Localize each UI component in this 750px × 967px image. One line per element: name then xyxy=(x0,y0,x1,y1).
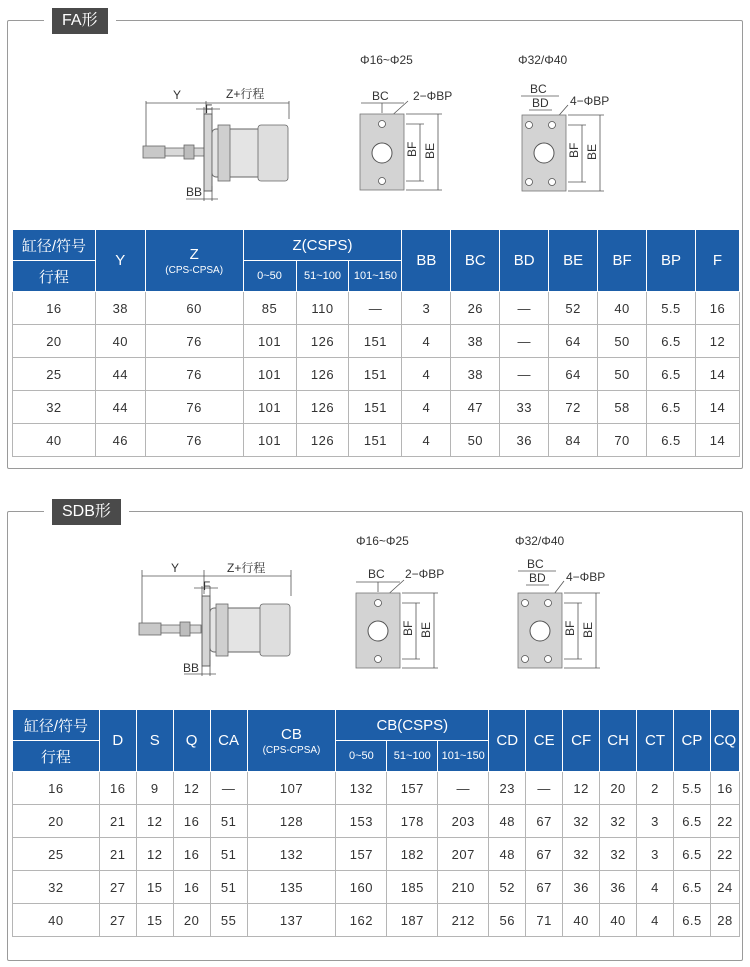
table-cell: 50 xyxy=(451,424,500,457)
sdb-th-cd: CD xyxy=(489,710,526,772)
table-cell: 40 xyxy=(563,904,600,937)
table-cell: 32 xyxy=(13,871,100,904)
table-cell: 6.5 xyxy=(674,871,711,904)
sdb-th-q: Q xyxy=(173,710,210,772)
table-cell: 50 xyxy=(598,325,647,358)
table-cell: 153 xyxy=(336,805,387,838)
fa-th-bd: BD xyxy=(500,230,549,292)
table-cell: 107 xyxy=(247,772,336,805)
table-cell: 48 xyxy=(489,838,526,871)
table-row xyxy=(13,424,740,457)
sdb-section xyxy=(7,503,743,961)
table-cell: 110 xyxy=(296,292,349,325)
sdb-th-cb-sub: (CPS-CPSA) xyxy=(262,744,321,756)
sdb-section-title: SDB形 xyxy=(52,499,121,525)
table-cell: 36 xyxy=(600,871,637,904)
fa-label-bc-small: BC xyxy=(372,89,389,103)
sdb-th-ch: CH xyxy=(600,710,637,772)
table-cell: 32 xyxy=(600,805,637,838)
table-cell: 36 xyxy=(563,871,600,904)
sdb-label-bb: BB xyxy=(183,661,200,675)
table-cell: 3 xyxy=(637,838,674,871)
fa-label-be-small: BE xyxy=(423,142,437,159)
table-cell: 47 xyxy=(451,391,500,424)
sdb-th-cbc-1: 0~50 xyxy=(336,741,387,772)
table-cell: 22 xyxy=(710,805,739,838)
sdb-th-cp: CP xyxy=(674,710,711,772)
table-cell: 6.5 xyxy=(674,805,711,838)
table-cell: 32 xyxy=(563,838,600,871)
table-cell: 126 xyxy=(296,424,349,457)
sdb-label-f: F xyxy=(203,579,211,593)
table-cell: 6.5 xyxy=(674,904,711,937)
fa-diagrams xyxy=(8,21,742,231)
sdb-label-range-large: Φ32/Φ40 xyxy=(515,534,565,548)
table-cell: 52 xyxy=(549,292,598,325)
table-cell: 38 xyxy=(95,292,145,325)
table-cell: 132 xyxy=(247,838,336,871)
fa-label-be-large: BE xyxy=(585,143,599,160)
table-cell: 14 xyxy=(695,358,739,391)
table-cell: 70 xyxy=(598,424,647,457)
table-cell: 20 xyxy=(13,325,96,358)
table-cell: 185 xyxy=(387,871,438,904)
sdb-flange-small xyxy=(356,534,444,668)
table-cell: 28 xyxy=(710,904,739,937)
fa-th-bb: BB xyxy=(402,230,451,292)
sdb-th-ct: CT xyxy=(637,710,674,772)
table-row xyxy=(13,904,740,937)
table-cell: 6.5 xyxy=(647,325,696,358)
sdb-label-bc-large: BC xyxy=(527,557,544,571)
sdb-th-ce: CE xyxy=(526,710,563,772)
table-row xyxy=(13,292,740,325)
table-cell: 6.5 xyxy=(647,358,696,391)
fa-section xyxy=(7,12,743,469)
table-cell: 12 xyxy=(173,772,210,805)
table-cell: 50 xyxy=(598,358,647,391)
sdb-label-bc-small: BC xyxy=(368,567,385,581)
table-cell: 36 xyxy=(500,424,549,457)
fa-th-bf: BF xyxy=(598,230,647,292)
sdb-th-ca: CA xyxy=(210,710,247,772)
table-cell: 26 xyxy=(451,292,500,325)
table-cell: 51 xyxy=(210,838,247,871)
table-cell: 160 xyxy=(336,871,387,904)
table-cell: 4 xyxy=(402,325,451,358)
table-cell: 3 xyxy=(637,805,674,838)
sdb-th-cb xyxy=(247,710,336,772)
fa-label-bp-large: 4−ΦBP xyxy=(570,94,610,108)
sdb-table-body xyxy=(13,772,740,937)
table-cell: 126 xyxy=(296,325,349,358)
sdb-th-cbc: CB(CSPS) xyxy=(336,710,489,741)
table-cell: 4 xyxy=(402,391,451,424)
table-cell: 101 xyxy=(243,325,296,358)
fa-label-bp-small: 2−ΦBP xyxy=(413,89,453,103)
fa-label-bc-large: BC xyxy=(530,82,547,96)
sdb-spec-table xyxy=(12,709,740,937)
table-cell: 76 xyxy=(145,358,243,391)
table-cell: 58 xyxy=(598,391,647,424)
table-cell: 12 xyxy=(136,805,173,838)
fa-label-bd-large: BD xyxy=(532,96,549,110)
table-cell: 84 xyxy=(549,424,598,457)
fa-th-y: Y xyxy=(95,230,145,292)
fa-label-f: F xyxy=(205,102,213,116)
table-cell: 137 xyxy=(247,904,336,937)
fa-th-stroke: 行程 xyxy=(13,261,96,292)
table-cell: 151 xyxy=(349,358,402,391)
table-cell: 64 xyxy=(549,358,598,391)
table-cell: 151 xyxy=(349,424,402,457)
sdb-diagram-svg xyxy=(8,512,742,712)
sdb-th-s: S xyxy=(136,710,173,772)
table-cell: 27 xyxy=(99,871,136,904)
sdb-flange-large xyxy=(515,534,605,668)
table-cell: 72 xyxy=(549,391,598,424)
fa-label-z-stroke: Z+行程 xyxy=(226,87,265,101)
table-cell: 210 xyxy=(438,871,489,904)
table-cell: 6.5 xyxy=(647,424,696,457)
table-cell: 44 xyxy=(95,358,145,391)
table-cell: 33 xyxy=(500,391,549,424)
table-cell: 14 xyxy=(695,391,739,424)
table-cell: 16 xyxy=(99,772,136,805)
fa-th-bc: BC xyxy=(451,230,500,292)
sdb-diagrams xyxy=(8,512,742,722)
table-cell: — xyxy=(526,772,563,805)
sdb-th-d: D xyxy=(99,710,136,772)
sdb-th-bore: 缸径/符号 xyxy=(13,710,100,741)
table-cell: 46 xyxy=(95,424,145,457)
fa-th-zc: Z(CSPS) xyxy=(243,230,402,261)
table-cell: — xyxy=(500,325,549,358)
table-row xyxy=(13,358,740,391)
table-cell: 25 xyxy=(13,838,100,871)
table-cell: 76 xyxy=(145,424,243,457)
fa-th-be: BE xyxy=(549,230,598,292)
sdb-label-range-small: Φ16~Φ25 xyxy=(356,534,409,548)
table-row xyxy=(13,772,740,805)
fa-diagram-svg xyxy=(8,21,742,231)
table-cell: 64 xyxy=(549,325,598,358)
table-cell: 12 xyxy=(695,325,739,358)
table-cell: 52 xyxy=(489,871,526,904)
table-cell: 16 xyxy=(173,838,210,871)
fa-table-body xyxy=(13,292,740,457)
table-cell: 151 xyxy=(349,391,402,424)
table-row xyxy=(13,391,740,424)
table-cell: 20 xyxy=(13,805,100,838)
sdb-th-stroke: 行程 xyxy=(13,741,100,772)
table-cell: 21 xyxy=(99,838,136,871)
fa-th-bp: BP xyxy=(647,230,696,292)
table-cell: 157 xyxy=(336,838,387,871)
table-cell: 16 xyxy=(173,805,210,838)
table-cell: 12 xyxy=(136,838,173,871)
table-cell: 101 xyxy=(243,391,296,424)
table-cell: 56 xyxy=(489,904,526,937)
table-cell: 16 xyxy=(710,772,739,805)
table-cell: 5.5 xyxy=(674,772,711,805)
table-cell: 207 xyxy=(438,838,489,871)
table-cell: 38 xyxy=(451,325,500,358)
table-row xyxy=(13,838,740,871)
fa-flange-small xyxy=(360,53,452,190)
table-cell: 71 xyxy=(526,904,563,937)
fa-th-f: F xyxy=(695,230,739,292)
sdb-th-cb-label: CB xyxy=(281,725,302,743)
fa-th-zc-1: 0~50 xyxy=(243,261,296,292)
table-cell: 55 xyxy=(210,904,247,937)
fa-th-z-sub: (CPS-CPSA) xyxy=(165,264,224,276)
table-cell: 32 xyxy=(600,838,637,871)
sdb-th-cbc-3: 101~150 xyxy=(438,741,489,772)
table-cell: 32 xyxy=(13,391,96,424)
fa-label-range-large: Φ32/Φ40 xyxy=(518,53,568,67)
sdb-label-bf-small: BF xyxy=(401,620,415,636)
table-row xyxy=(13,805,740,838)
fa-label-bf-large: BF xyxy=(567,142,581,158)
table-cell: 12 xyxy=(563,772,600,805)
table-cell: 40 xyxy=(95,325,145,358)
table-cell: 4 xyxy=(402,358,451,391)
table-cell: 16 xyxy=(13,292,96,325)
sdb-label-z-stroke: Z+行程 xyxy=(227,561,266,575)
fa-label-range-small: Φ16~Φ25 xyxy=(360,53,413,67)
sdb-label-bf-large: BF xyxy=(563,620,577,636)
fa-label-bb: BB xyxy=(186,185,203,199)
table-cell: 22 xyxy=(710,838,739,871)
table-cell: 76 xyxy=(145,391,243,424)
fa-th-z-label: Z xyxy=(189,245,199,263)
table-row xyxy=(13,325,740,358)
sdb-cylinder-side-view xyxy=(139,561,291,676)
table-cell: 40 xyxy=(600,904,637,937)
table-cell: 51 xyxy=(210,805,247,838)
table-cell: 15 xyxy=(136,871,173,904)
table-cell: 16 xyxy=(13,772,100,805)
table-cell: 4 xyxy=(637,871,674,904)
table-cell: 6.5 xyxy=(647,391,696,424)
sdb-label-be-large: BE xyxy=(581,621,595,638)
table-cell: — xyxy=(500,292,549,325)
table-cell: 126 xyxy=(296,391,349,424)
table-cell: 5.5 xyxy=(647,292,696,325)
table-cell: 67 xyxy=(526,838,563,871)
table-cell: 182 xyxy=(387,838,438,871)
table-cell: 2 xyxy=(637,772,674,805)
table-cell: — xyxy=(500,358,549,391)
table-cell: 9 xyxy=(136,772,173,805)
fa-spec-table xyxy=(12,229,740,457)
table-cell: 32 xyxy=(563,805,600,838)
table-cell: 15 xyxy=(136,904,173,937)
table-cell: — xyxy=(438,772,489,805)
table-cell: 203 xyxy=(438,805,489,838)
table-cell: 212 xyxy=(438,904,489,937)
table-cell: 24 xyxy=(710,871,739,904)
fa-cylinder-side-view xyxy=(143,87,289,201)
table-cell: 20 xyxy=(173,904,210,937)
table-cell: 151 xyxy=(349,325,402,358)
table-cell: 27 xyxy=(99,904,136,937)
table-cell: 25 xyxy=(13,358,96,391)
table-cell: 16 xyxy=(695,292,739,325)
fa-label-bf-small: BF xyxy=(405,141,419,157)
table-cell: 4 xyxy=(402,424,451,457)
table-cell: 85 xyxy=(243,292,296,325)
table-cell: 38 xyxy=(451,358,500,391)
table-cell: 3 xyxy=(402,292,451,325)
table-cell: 48 xyxy=(489,805,526,838)
table-cell: 101 xyxy=(243,424,296,457)
table-cell: — xyxy=(210,772,247,805)
table-cell: 21 xyxy=(99,805,136,838)
table-cell: 135 xyxy=(247,871,336,904)
table-cell: 14 xyxy=(695,424,739,457)
table-cell: 132 xyxy=(336,772,387,805)
table-cell: 20 xyxy=(600,772,637,805)
table-cell: 157 xyxy=(387,772,438,805)
sdb-th-cf: CF xyxy=(563,710,600,772)
fa-th-bore: 缸径/符号 xyxy=(13,230,96,261)
table-cell: 44 xyxy=(95,391,145,424)
table-cell: — xyxy=(349,292,402,325)
table-cell: 16 xyxy=(173,871,210,904)
table-cell: 4 xyxy=(637,904,674,937)
table-cell: 126 xyxy=(296,358,349,391)
table-cell: 51 xyxy=(210,871,247,904)
sdb-label-bd-large: BD xyxy=(529,571,546,585)
table-cell: 187 xyxy=(387,904,438,937)
fa-flange-large xyxy=(518,53,609,191)
table-cell: 178 xyxy=(387,805,438,838)
table-cell: 67 xyxy=(526,805,563,838)
table-cell: 60 xyxy=(145,292,243,325)
table-cell: 76 xyxy=(145,325,243,358)
table-row xyxy=(13,871,740,904)
table-cell: 40 xyxy=(13,904,100,937)
sdb-th-cbc-2: 51~100 xyxy=(387,741,438,772)
sdb-th-cq: CQ xyxy=(710,710,739,772)
fa-th-zc-3: 101~150 xyxy=(349,261,402,292)
sdb-label-y: Y xyxy=(171,561,180,575)
table-cell: 128 xyxy=(247,805,336,838)
table-cell: 162 xyxy=(336,904,387,937)
fa-th-z xyxy=(145,230,243,292)
table-cell: 40 xyxy=(13,424,96,457)
fa-th-zc-2: 51~100 xyxy=(296,261,349,292)
fa-label-y: Y xyxy=(173,88,182,102)
sdb-label-bp-small: 2−ΦBP xyxy=(405,567,445,581)
sdb-label-bp-large: 4−ΦBP xyxy=(566,570,606,584)
table-cell: 23 xyxy=(489,772,526,805)
sdb-label-be-small: BE xyxy=(419,621,433,638)
table-cell: 40 xyxy=(598,292,647,325)
fa-section-title: FA形 xyxy=(52,8,108,34)
table-cell: 101 xyxy=(243,358,296,391)
table-cell: 67 xyxy=(526,871,563,904)
table-cell: 6.5 xyxy=(674,838,711,871)
